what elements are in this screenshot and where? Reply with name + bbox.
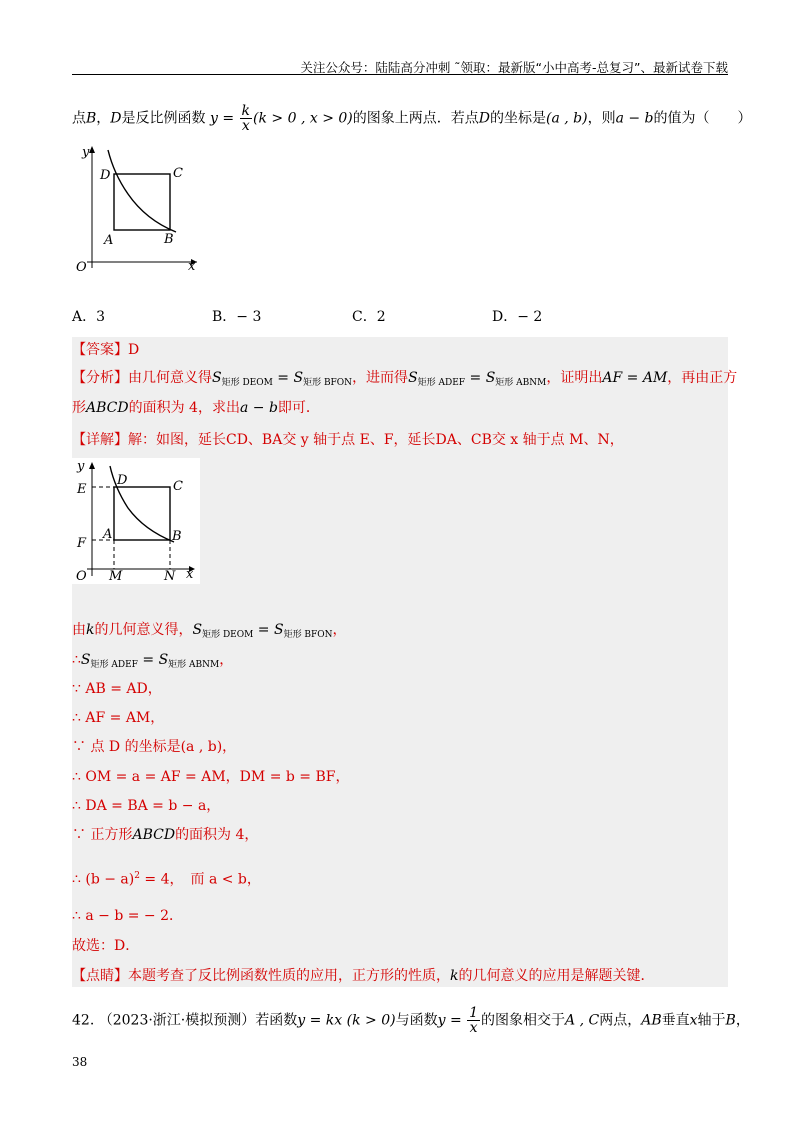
q-coord: (a , b): [545, 110, 588, 127]
q-function: y =: [437, 1012, 462, 1029]
q-fraction: [240, 104, 252, 133]
sub-bfon: 矩形 BFON: [303, 378, 353, 388]
option-a[interactable]: [72, 306, 105, 326]
option-c[interactable]: [352, 306, 386, 326]
sub-deom: 矩形 DEOM: [202, 630, 254, 640]
q-text: 若函数: [255, 1012, 298, 1029]
q-point-b: B: [86, 110, 97, 127]
question-stem: [72, 104, 752, 133]
step-5: ∵ 点 D 的坐标是(a , b)，: [72, 739, 237, 755]
sub-adef: 矩形 ADEF: [90, 660, 138, 670]
q-text: 的坐标是: [489, 110, 546, 127]
step-sup: 2: [134, 871, 140, 881]
af-am: AF = AM: [602, 370, 668, 386]
s-symbol: S: [212, 370, 222, 386]
q-text: 轴于: [697, 1012, 726, 1029]
answer-tag: 【答案】: [72, 342, 128, 358]
option-d[interactable]: [492, 306, 542, 326]
s-symbol: S: [273, 622, 284, 638]
q-text: 是反比例函数: [121, 110, 206, 127]
page-header: 关注公众号：陆陆高分冲刺 ˜领取：最新版“小中高考-总复习”、最新试卷下载: [300, 60, 728, 75]
label-e: E: [77, 482, 87, 497]
option-value: − 3: [236, 309, 262, 325]
step-9: [72, 866, 261, 890]
note-text: 本题考查了反比例函数性质的应用，正方形的性质，: [128, 968, 450, 984]
option-b[interactable]: [212, 306, 261, 326]
q-text: 点: [72, 110, 86, 127]
option-value: − 2: [517, 309, 543, 325]
q-sep: ，: [96, 110, 111, 127]
analysis-text: 由几何意义得: [128, 370, 212, 386]
option-value: 3: [96, 309, 106, 325]
step-text: 的面积为 4，: [175, 827, 259, 843]
eq: =: [137, 652, 159, 668]
option-letter: B．: [212, 309, 237, 325]
analysis-text: ，证明出: [546, 370, 603, 386]
eq: =: [253, 622, 274, 638]
s-symbol: S: [485, 370, 496, 386]
q-condition: (k > 0 , x > 0): [253, 110, 353, 127]
abcd: ABCD: [132, 827, 176, 843]
answer-line: [72, 340, 139, 360]
label-x: x: [186, 567, 194, 582]
sub-adef: 矩形 ADEF: [417, 378, 466, 388]
note-line: [72, 966, 654, 986]
frac-den: x: [469, 1020, 478, 1036]
step-6: ∴ OM = a = AF = AM，DM = b = BF，: [72, 769, 350, 785]
s-symbol: S: [408, 370, 418, 386]
label-a: A: [104, 233, 114, 248]
note-text: 的几何意义的应用是解题关键．: [458, 968, 655, 984]
q-text: 垂直: [661, 1012, 690, 1029]
header-rule: [72, 74, 728, 75]
s-symbol: S: [80, 652, 91, 668]
s-symbol: S: [293, 370, 304, 386]
step-3: ∵ AB = AD，: [72, 681, 162, 697]
y-arrow: [89, 462, 95, 469]
page-number: 38: [72, 1055, 88, 1069]
detail-text: 解：如图，延长CD、BA交 y 轴于点 E、F，延长DA、CB交 x 轴于点 M、N，: [128, 432, 624, 448]
q-source: （2023·浙江·模拟预测）: [98, 1012, 256, 1029]
step-text: 的几何意义得，: [94, 622, 193, 638]
label-b: B: [164, 232, 174, 247]
step-11: 故选：D．: [72, 938, 140, 954]
analysis-text: ，进而得: [352, 370, 409, 386]
frac-num: k: [241, 103, 251, 119]
frac-num: 1: [469, 1005, 479, 1021]
label-o: O: [76, 569, 87, 584]
label-o: O: [76, 260, 87, 275]
q-b: B: [725, 1012, 736, 1029]
label-m: M: [109, 569, 123, 584]
q-point-d: D: [478, 110, 490, 127]
step-10: ∴ a − b = − 2．: [72, 908, 184, 924]
label-d: D: [117, 473, 128, 488]
step-text: ∵ 正方形: [72, 827, 133, 843]
label-d: D: [100, 168, 111, 183]
note-tag: 【点睛】: [72, 968, 128, 984]
label-n: N: [164, 569, 176, 584]
q-text: 两点，: [599, 1012, 642, 1029]
s-symbol: S: [158, 652, 169, 668]
next-question: [72, 1006, 750, 1035]
eq: =: [465, 370, 486, 386]
step-7: ∴ DA = BA = b − a，: [72, 798, 221, 814]
k-symbol: k: [450, 968, 459, 984]
label-f: F: [77, 536, 87, 551]
q-expr: a − b: [615, 110, 654, 127]
label-b: B: [172, 529, 182, 544]
step-text: ∴ (b − a): [72, 871, 135, 888]
option-letter: C．: [352, 309, 377, 325]
q-text: ，: [735, 1012, 750, 1029]
y-arrow: [89, 146, 95, 153]
step-text: = 4， 而 a < b，: [139, 871, 261, 888]
k-symbol: k: [86, 622, 95, 638]
detail-line-1: [72, 430, 624, 450]
step-1: 由k的几何意义得，$S_{矩形 DEOM} = S_{矩形 BFON}$，: [72, 622, 347, 640]
answer-value: D: [128, 342, 140, 358]
q-function: y =: [209, 110, 235, 127]
q-text: ，则: [587, 110, 616, 127]
step-text: ∴: [72, 652, 81, 668]
label-x: x: [188, 259, 196, 274]
step-2: $\therefore S_{矩形 ADEF} = S_{矩形 ABNM}$，: [72, 652, 234, 670]
step-4: ∴ AF = AM，: [72, 710, 165, 726]
sub-deom: 矩形 DEOM: [221, 378, 273, 388]
figure-2: [72, 458, 200, 584]
sub-abnm: 矩形 ABNM: [495, 378, 547, 388]
q-x: x: [689, 1012, 698, 1029]
q-text: 的图象相交于: [481, 1012, 566, 1029]
label-a: A: [103, 527, 113, 542]
square-abcd: [114, 174, 170, 230]
eq: =: [272, 370, 294, 386]
analysis-line-1: [72, 368, 737, 393]
s-symbol: S: [192, 622, 203, 638]
q-points: A , C: [565, 1012, 600, 1029]
q-text: 的图象上两点．若点: [352, 110, 479, 127]
option-letter: D．: [492, 309, 518, 325]
analysis-tag: 【分析】: [72, 370, 128, 386]
analysis-text: ，再由正方: [667, 370, 738, 386]
sub-bfon: 矩形 BFON: [283, 630, 333, 640]
step-text: 由: [72, 622, 86, 638]
label-c: C: [173, 166, 183, 181]
label-c: C: [173, 479, 183, 494]
figure-1: [72, 140, 202, 275]
square-abcd: [114, 487, 170, 540]
detail-tag: 【详解】: [72, 432, 128, 448]
q-text: 与函数: [395, 1012, 438, 1029]
analysis-text: 形: [72, 400, 86, 416]
option-value: 2: [376, 309, 386, 325]
option-letter: A．: [72, 309, 97, 325]
frac-den: x: [241, 118, 250, 134]
sub-abnm: 矩形 ABNM: [168, 660, 220, 670]
abcd: ABCD: [86, 400, 129, 416]
analysis-text: 即可．: [277, 400, 320, 416]
q-text: 的值为（ ）: [653, 110, 752, 127]
analysis-text: 的面积为 4，求出: [128, 400, 240, 416]
label-y: y: [77, 459, 85, 474]
label-y: y: [82, 145, 90, 160]
q-point-d: D: [110, 110, 122, 127]
step-8: [72, 825, 258, 845]
q-fraction: [467, 1006, 480, 1035]
analysis-line-2: [72, 398, 320, 418]
q-ab: AB: [641, 1012, 662, 1029]
q-function: y = kx (k > 0): [297, 1012, 396, 1029]
q-number: 42.: [72, 1012, 95, 1029]
hyperbola-curve: [108, 150, 176, 232]
a-minus-b: a − b: [239, 400, 278, 416]
